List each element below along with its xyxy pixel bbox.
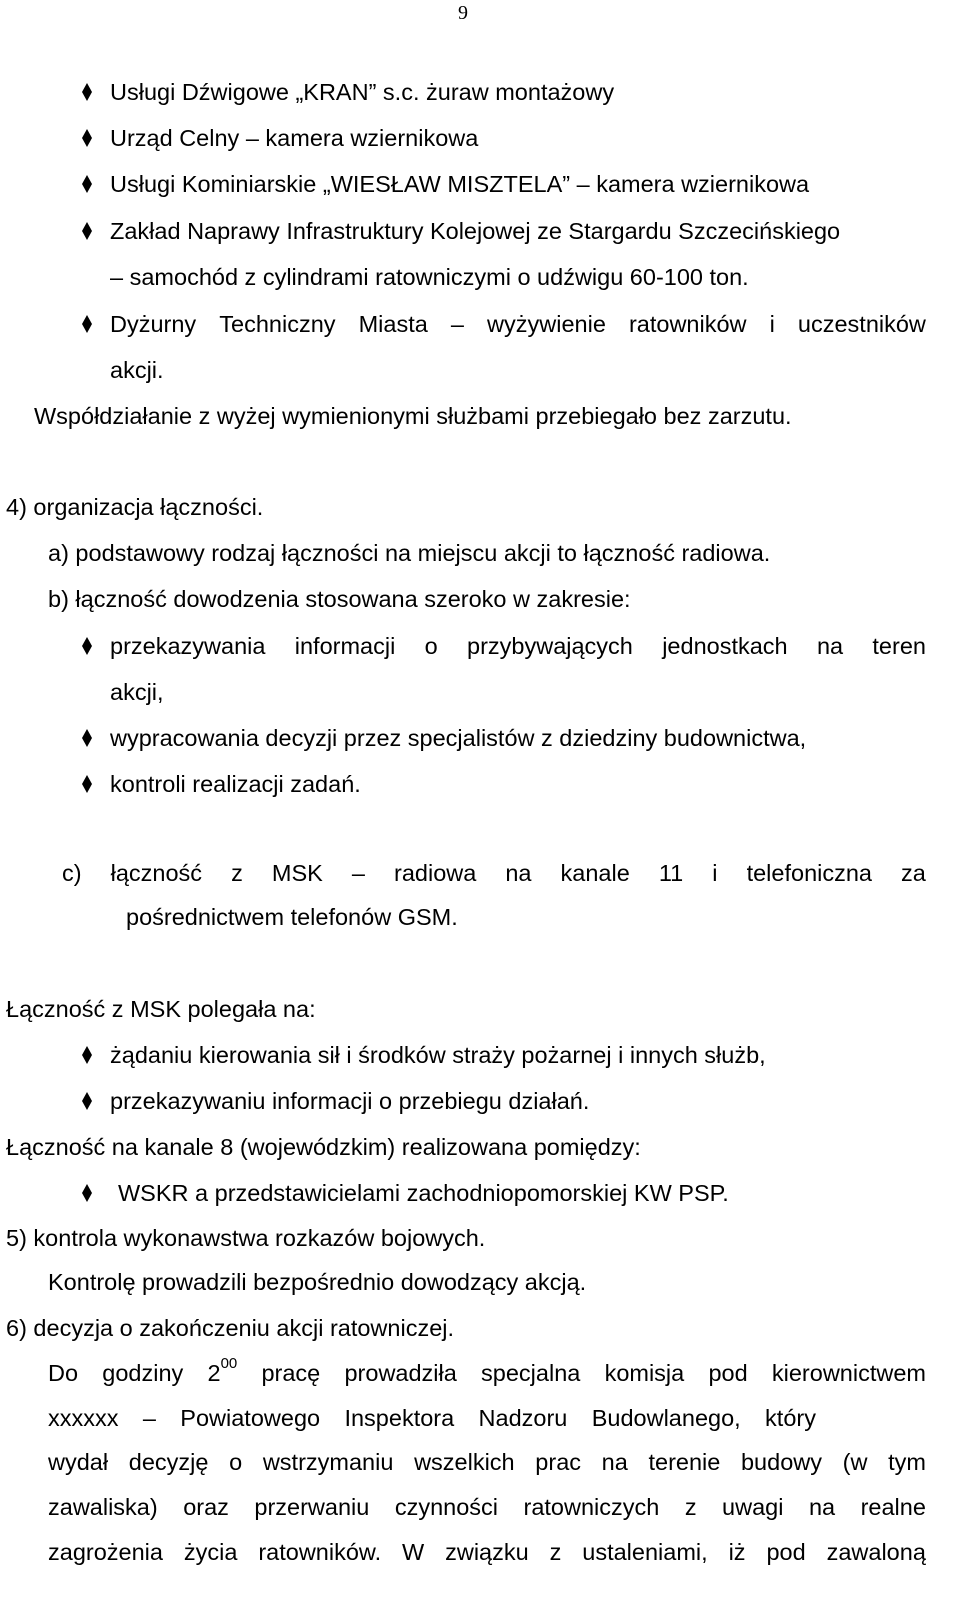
section-6-paragraph-line: xxxxxx – Powiatowego Inspektora Nadzoru Budowlanego, który: [48, 1405, 816, 1431]
section-6-paragraph-line: Do godziny $2^{00}$ pracę prowadziła specjalna komisja pod kierownictwem: [48, 1355, 926, 1386]
item-b: b) łączność dowodzenia stosowana szeroko w zakresie:: [48, 586, 631, 612]
diamond-bullet-icon: [82, 175, 92, 193]
service-item: Zakład Naprawy Infrastruktury Kolejowej ze Stargardu Szczecińskiego: [110, 218, 841, 244]
diamond-bullet-icon: [82, 1046, 92, 1064]
b-bullet-item: wypracowania decyzji przez specjalistów z dziedziny budownictwa,: [110, 725, 807, 751]
diamond-bullet-icon: [82, 637, 92, 655]
msk-bullet-item: przekazywaniu informacji o przebiegu działań.: [110, 1088, 590, 1114]
page-number: 9: [458, 2, 468, 24]
section-6-heading: 6) decyzja o zakończeniu akcji ratowniczej.: [6, 1315, 455, 1341]
service-item: Usługi Kominiarskie „WIESŁAW MISZTELA” – kamera wziernikowa: [110, 171, 810, 197]
section-5-heading: 5) kontrola wykonawstwa rozkazów bojowych.: [6, 1225, 486, 1251]
section-6-paragraph-line: wydał decyzję o wstrzymaniu wszelkich prac na terenie budowy (w tym: [48, 1449, 926, 1475]
diamond-bullet-icon: [82, 129, 92, 147]
item-c-justified: c) łączność z MSK – radiowa na kanale 11 i telefoniczna za: [62, 860, 926, 886]
diamond-bullet-icon: [82, 222, 92, 240]
diamond-bullet-icon: [82, 1184, 92, 1202]
time-superscript: 00: [220, 1355, 238, 1373]
b-bullet-item: kontroli realizacji zadań.: [110, 771, 361, 797]
b-bullet-continuation: akcji,: [110, 679, 164, 705]
msk-bullet-item: żądaniu kierowania sił i środków straży pożarnej i innych służb,: [110, 1042, 766, 1068]
diamond-bullet-icon: [82, 1092, 92, 1110]
diamond-bullet-icon: [82, 775, 92, 793]
section-6-paragraph-line: zawaliska) oraz przerwaniu czynności ratowniczych z uwagi na realne: [48, 1494, 926, 1520]
diamond-bullet-icon: [82, 83, 92, 101]
b-bullet-justified: przekazywania informacji o przybywających jednostkach na teren: [110, 633, 926, 659]
section-5-text: Kontrolę prowadzili bezpośrednio dowodzący akcją.: [48, 1269, 587, 1295]
service-item-continuation: akcji.: [110, 357, 164, 383]
service-item: Urząd Celny – kamera wziernikowa: [110, 125, 479, 151]
item-a: a) podstawowy rodzaj łączności na miejscu akcji to łączność radiowa.: [48, 540, 771, 566]
service-item-justified: Dyżurny Techniczny Miasta – wyżywienie ratowników i uczestników: [110, 311, 926, 337]
section-6-paragraph-line: zagrożenia życia ratowników. W związku z ustaleniami, iż pod zawaloną: [48, 1539, 926, 1565]
section-4-heading: 4) organizacja łączności.: [6, 494, 264, 520]
cooperation-text: Współdziałanie z wyżej wymienionymi służbami przebiegało bez zarzutu.: [34, 403, 792, 429]
msk-heading: Łączność z MSK polegała na:: [6, 996, 316, 1022]
service-item: Usługi Dźwigowe „KRAN” s.c. żuraw montażowy: [110, 79, 615, 105]
item-c-continuation: pośrednictwem telefonów GSM.: [126, 904, 458, 930]
diamond-bullet-icon: [82, 315, 92, 333]
diamond-bullet-icon: [82, 729, 92, 747]
channel-8-bullet-item: WSKR a przedstawicielami zachodniopomorskiej KW PSP.: [118, 1180, 729, 1206]
channel-8-heading: Łączność na kanale 8 (wojewódzkim) realizowana pomiędzy:: [6, 1134, 641, 1160]
service-item-continuation: – samochód z cylindrami ratowniczymi o udźwigu 60-100 ton.: [110, 264, 749, 290]
